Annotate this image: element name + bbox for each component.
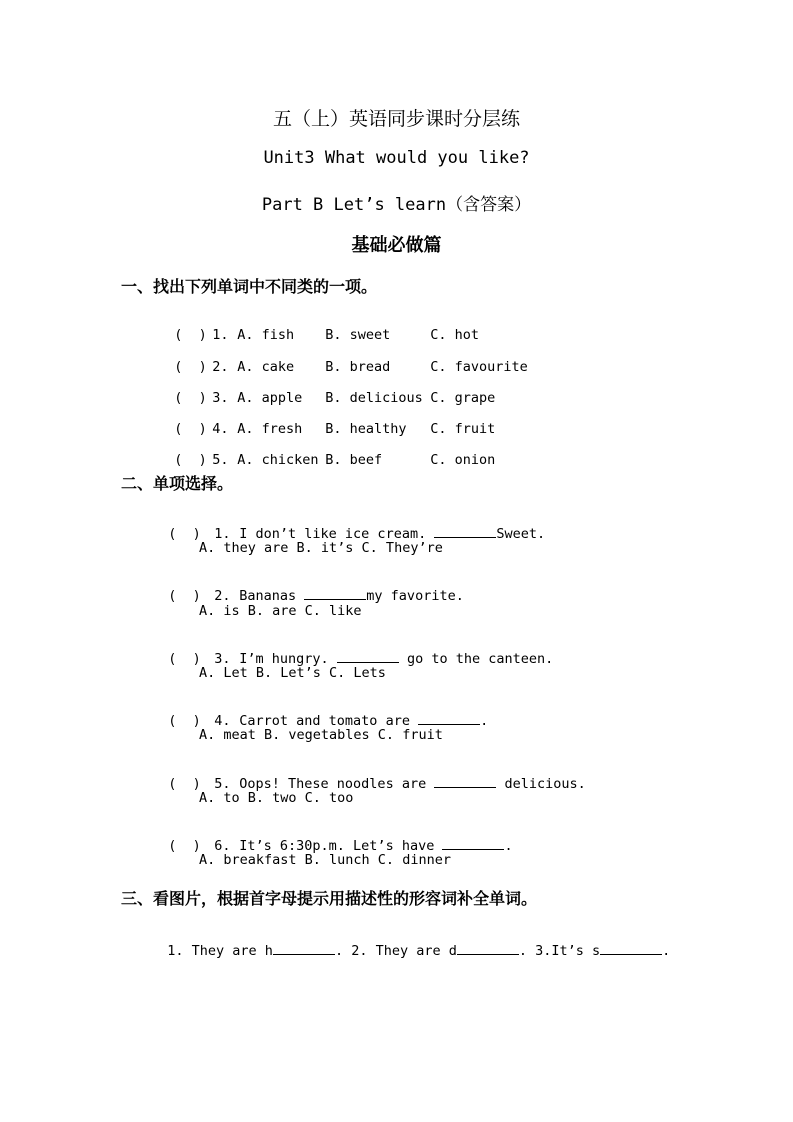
- question-number: 2.: [212, 359, 229, 375]
- fill-in-text-end: .: [518, 943, 536, 959]
- option-c: C. onion: [430, 452, 496, 468]
- answer-paren[interactable]: ( ): [168, 838, 201, 854]
- answer-blank[interactable]: [337, 650, 399, 663]
- question-number: 6.: [214, 838, 231, 854]
- question-text-end: .: [504, 838, 513, 854]
- option-c: C. favourite: [430, 359, 528, 375]
- answer-blank[interactable]: [418, 712, 480, 725]
- question-number: 2.: [214, 588, 231, 604]
- section2-heading: 二、单项选择。: [121, 474, 234, 493]
- answer-paren[interactable]: ( ): [174, 327, 207, 343]
- question-number: 4.: [212, 421, 229, 437]
- fill-in-text: 3.It’s s: [535, 943, 601, 959]
- section3-heading: 三、看图片，根据首字母提示用描述性的形容词补全单词。: [121, 889, 538, 908]
- answer-blank[interactable]: [434, 775, 496, 788]
- option-b: B. sweet: [325, 327, 391, 343]
- options-line: A. meat B. vegetables C. fruit: [199, 727, 443, 743]
- answer-paren[interactable]: ( ): [168, 526, 201, 542]
- question-line: [152, 571, 464, 604]
- question-number: 3.: [212, 390, 229, 406]
- fill-in-text-end: .: [662, 943, 671, 959]
- option-b: B. healthy: [325, 421, 407, 437]
- page-title: 五（上）英语同步课时分层练: [272, 108, 520, 130]
- fill-in-text-end: .: [334, 943, 352, 959]
- level-title: 基础必做篇: [351, 235, 442, 256]
- unit-title: Unit3 What would you like?: [263, 148, 530, 168]
- list-item: [158, 436, 495, 468]
- answer-paren[interactable]: ( ): [174, 421, 207, 437]
- question-text-end: Sweet.: [496, 526, 546, 542]
- option-a: A. fresh: [237, 421, 303, 437]
- option-c: C. grape: [430, 390, 496, 406]
- option-b: B. bread: [325, 359, 391, 375]
- list-item: [158, 374, 495, 406]
- answer-paren[interactable]: ( ): [168, 713, 201, 729]
- question-line: [152, 509, 545, 542]
- question-text: I don’t like ice cream.: [239, 526, 435, 542]
- option-c: C. fruit: [430, 421, 496, 437]
- answer-paren[interactable]: ( ): [174, 452, 207, 468]
- list-item: [158, 343, 528, 375]
- question-line: [152, 759, 586, 792]
- option-c: C. hot: [430, 327, 480, 343]
- section1-heading: 一、找出下列单词中不同类的一项。: [121, 277, 378, 296]
- list-item: [158, 311, 479, 343]
- answer-paren[interactable]: ( ): [168, 776, 201, 792]
- question-text: Bananas: [239, 588, 305, 604]
- answer-blank[interactable]: [304, 587, 366, 600]
- question-line: [152, 696, 488, 729]
- question-line: [152, 821, 513, 854]
- question-number: 1.: [214, 526, 231, 542]
- question-text-end: my favorite.: [366, 588, 464, 604]
- answer-paren[interactable]: ( ): [174, 359, 207, 375]
- question-text-end: delicious.: [496, 776, 586, 792]
- fill-in-text: 1. They are h: [167, 943, 273, 959]
- answer-paren[interactable]: ( ): [168, 588, 201, 604]
- option-a: A. fish: [237, 327, 295, 343]
- option-b: B. delicious: [325, 390, 423, 406]
- answer-blank[interactable]: [442, 837, 504, 850]
- question-number: 1.: [212, 327, 229, 343]
- question-text-end: .: [480, 713, 489, 729]
- option-a: A. cake: [237, 359, 295, 375]
- question-text: Oops! These noodles are: [239, 776, 435, 792]
- options-line: A. breakfast B. lunch C. dinner: [199, 852, 451, 868]
- fill-in-line: [151, 926, 670, 959]
- question-text-end: go to the canteen.: [398, 651, 554, 667]
- options-line: A. Let B. Let’s C. Lets: [199, 665, 386, 681]
- list-item: [158, 405, 495, 437]
- question-text: It’s 6:30p.m. Let’s have: [239, 838, 443, 854]
- option-a: A. apple: [237, 390, 303, 406]
- fill-in-text: 2. They are d: [351, 943, 457, 959]
- answer-blank[interactable]: [600, 942, 662, 955]
- answer-blank[interactable]: [434, 525, 496, 538]
- question-number: 5.: [212, 452, 229, 468]
- question-text: Carrot and tomato are: [239, 713, 419, 729]
- question-number: 5.: [214, 776, 231, 792]
- answer-paren[interactable]: ( ): [168, 651, 201, 667]
- part-title: Part B Let’s learn（含答案）: [261, 195, 532, 215]
- options-line: A. they are B. it’s C. They’re: [199, 540, 443, 556]
- option-b: B. beef: [325, 452, 383, 468]
- options-line: A. is B. are C. like: [199, 603, 362, 619]
- answer-paren[interactable]: ( ): [174, 390, 207, 406]
- question-number: 3.: [214, 651, 231, 667]
- answer-blank[interactable]: [457, 942, 519, 955]
- question-line: [152, 634, 553, 667]
- question-number: 4.: [214, 713, 231, 729]
- question-text: I’m hungry.: [239, 651, 337, 667]
- options-line: A. to B. two C. too: [199, 790, 354, 806]
- option-a: A. chicken: [237, 452, 319, 468]
- answer-blank[interactable]: [273, 942, 335, 955]
